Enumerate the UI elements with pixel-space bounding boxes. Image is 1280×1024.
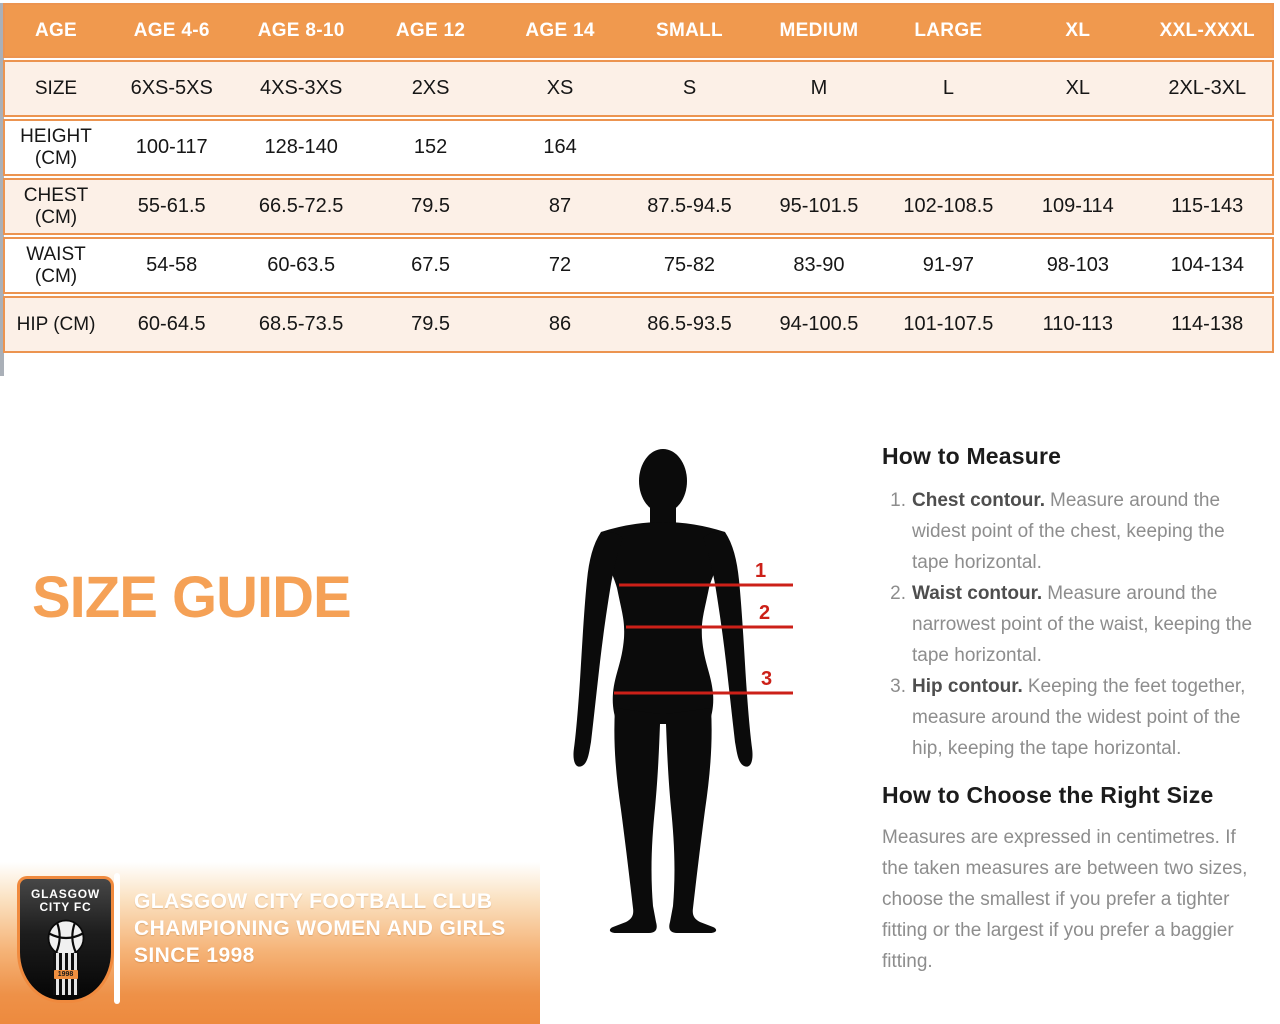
human-silhouette-icon xyxy=(573,449,752,933)
table-cell: 72 xyxy=(548,254,572,277)
table-cell: 110-113 xyxy=(1042,313,1114,336)
table-cell: M xyxy=(810,77,828,100)
table-cell xyxy=(754,121,883,174)
table-cell: 83-90 xyxy=(793,254,845,277)
column-header: AGE 12 xyxy=(395,19,466,41)
table-cell: 100-117 xyxy=(135,136,208,159)
size-table xyxy=(3,3,1274,353)
table-cell: 87.5-94.5 xyxy=(647,195,732,218)
table-row-height xyxy=(3,119,1274,176)
column-header: AGE 8-10 xyxy=(257,19,345,41)
list-number: 3. xyxy=(890,676,906,697)
table-cell: 164 xyxy=(543,136,577,159)
column-header: XXL-XXXL xyxy=(1159,19,1255,41)
measure-label-1: 1 xyxy=(755,560,767,582)
banner-line: SINCE 1998 xyxy=(134,944,255,967)
table-cell xyxy=(625,121,754,174)
crest-year-badge: 1998 xyxy=(54,970,78,979)
table-cell xyxy=(884,121,1013,174)
column-header: AGE 14 xyxy=(525,19,595,41)
table-cell xyxy=(1143,121,1272,174)
measure-steps-list xyxy=(882,485,1262,764)
table-cell: 87 xyxy=(548,195,572,218)
how-to-choose-heading: How to Choose the Right Size xyxy=(882,782,1214,808)
table-row-hip xyxy=(3,296,1274,353)
club-crest xyxy=(17,876,114,1003)
table-cell xyxy=(1013,121,1142,174)
table-cell: 60-63.5 xyxy=(267,254,336,277)
table-cell: 60-64.5 xyxy=(137,313,206,336)
column-header: LARGE xyxy=(914,19,983,41)
list-item xyxy=(882,485,1262,578)
table-cell: 6XS-5XS xyxy=(130,77,213,100)
banner-divider xyxy=(114,873,120,1004)
table-cell: 2XS xyxy=(411,77,450,100)
table-cell: 79.5 xyxy=(411,195,451,218)
table-cell: 67.5 xyxy=(411,254,451,277)
measure-label-2: 2 xyxy=(759,602,771,624)
table-cell: 128-140 xyxy=(264,136,338,159)
column-header: SMALL xyxy=(656,19,723,41)
crest-club-name: CITY FC xyxy=(39,900,92,914)
banner-line: CHAMPIONING WOMEN AND GIRLS xyxy=(134,917,506,940)
step-lead: Hip contour. xyxy=(912,676,1023,697)
how-to-measure-heading: How to Measure xyxy=(882,443,1062,469)
table-cell: 152 xyxy=(413,136,448,159)
table-cell: 102-108.5 xyxy=(903,195,994,218)
column-header: AGE 4-6 xyxy=(133,19,210,41)
table-cell: 79.5 xyxy=(411,313,451,336)
table-cell: 98-103 xyxy=(1046,254,1109,277)
table-cell: 68.5-73.5 xyxy=(258,313,344,336)
table-cell: 54-58 xyxy=(146,254,198,277)
table-cell: 115-143 xyxy=(1171,195,1244,218)
banner-text xyxy=(134,888,506,969)
table-cell: 91-97 xyxy=(922,254,974,277)
instructions-panel xyxy=(882,443,1262,977)
table-row-waist xyxy=(3,237,1274,294)
crest-column xyxy=(53,953,79,995)
table-cell: 101-107.5 xyxy=(903,313,994,336)
table-row-label: CHEST (CM) xyxy=(23,185,89,228)
table-row-label: SIZE xyxy=(34,77,78,99)
table-cell: 75-82 xyxy=(663,254,716,277)
measure-label-3: 3 xyxy=(761,668,773,690)
table-row-label: HEIGHT (CM) xyxy=(20,126,92,169)
table-cell: 86.5-93.5 xyxy=(647,313,732,336)
page-title: SIZE GUIDE xyxy=(32,565,351,630)
column-header: MEDIUM xyxy=(779,19,859,41)
table-row-label: HIP (CM) xyxy=(16,313,96,335)
table-cell: 109-114 xyxy=(1041,195,1114,218)
step-text: Measure around the narrowest point of the waist, keeping the tape horizontal. xyxy=(912,583,1253,666)
list-item xyxy=(882,578,1262,671)
table-cell: 66.5-72.5 xyxy=(258,195,344,218)
crest-club-name: GLASGOW xyxy=(31,887,100,901)
table-cell: 4XS-3XS xyxy=(260,77,343,100)
step-lead: Chest contour. xyxy=(912,490,1046,511)
table-cell: 95-101.5 xyxy=(779,195,859,218)
table-cell: 86 xyxy=(548,313,572,336)
table-cell: 55-61.5 xyxy=(137,195,206,218)
choose-size-paragraph: Measures are expressed in centimetres. If the taken measures are between two sizes, choose the smallest if you prefer a tighter fitting or the largest if you prefer a baggier fitting. xyxy=(882,827,1248,972)
table-cell: 94-100.5 xyxy=(779,313,859,336)
table-cell: XL xyxy=(1065,77,1091,100)
list-item xyxy=(882,671,1262,764)
club-banner xyxy=(0,862,540,1024)
table-cell: S xyxy=(682,77,697,100)
table-header-row xyxy=(3,3,1274,58)
column-header: AGE xyxy=(34,19,78,41)
table-row-label: WAIST (CM) xyxy=(26,244,86,287)
step-text: Measure around the widest point of the chest, keeping the tape horizontal. xyxy=(912,490,1225,573)
banner-line: GLASGOW CITY FOOTBALL CLUB xyxy=(134,890,493,913)
body-silhouette-figure xyxy=(563,448,813,935)
list-number: 2. xyxy=(890,583,906,604)
table-cell: L xyxy=(942,77,954,100)
step-lead: Waist contour. xyxy=(912,583,1043,604)
table-cell: 104-134 xyxy=(1170,254,1244,277)
table-row-size xyxy=(3,60,1274,117)
table-row-chest xyxy=(3,178,1274,235)
table-cell: XS xyxy=(546,77,574,100)
table-cell: 2XL-3XL xyxy=(1168,77,1247,100)
step-text: Keeping the feet together, measure around the widest point of the hip, keeping the tape horizontal. xyxy=(912,676,1246,759)
list-number: 1. xyxy=(890,490,906,511)
column-header: XL xyxy=(1065,19,1091,41)
table-cell: 114-138 xyxy=(1171,313,1244,336)
